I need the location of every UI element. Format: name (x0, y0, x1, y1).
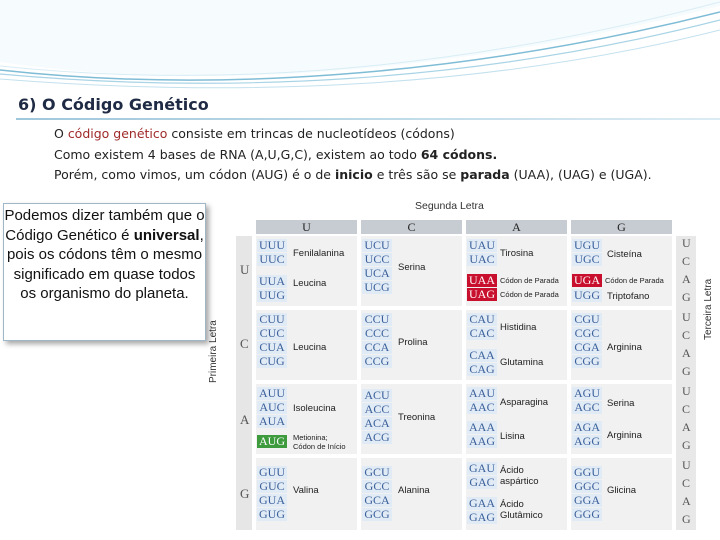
intro-line-2 (54, 147, 497, 162)
codon: UCC (362, 253, 392, 266)
amino-acid-label: Isoleucina (293, 403, 336, 414)
codon: UAC (467, 253, 497, 266)
amino-acid-label: Glutâmico (500, 510, 543, 521)
amino-acid-label: Serina (398, 262, 426, 273)
amino-acid-label: Alanina (398, 485, 430, 496)
start-codon: AUG (259, 434, 285, 448)
stop-codon: UGA (574, 273, 600, 287)
codon: ACA (362, 417, 392, 430)
codon: CUG (257, 355, 287, 368)
codon: AAA (469, 420, 495, 434)
codon: ACU (362, 389, 392, 402)
amino-acid-label: Cisteína (607, 249, 642, 260)
callout-bold: universal (133, 226, 200, 244)
codon: ACG (362, 431, 392, 444)
codon: GAA (469, 496, 495, 510)
col-header: U (256, 220, 357, 234)
third-base: G (682, 364, 691, 378)
third-base: A (682, 420, 691, 434)
codon: CCC (362, 327, 392, 340)
codon: AUA (259, 414, 285, 428)
amino-acid-label: Metionina; (293, 433, 328, 442)
amino-acid-label: Glicina (607, 485, 637, 496)
amino-acid-label: Códon de Início (293, 442, 346, 451)
codon: GGC (572, 480, 602, 493)
codon: GCA (362, 494, 392, 507)
third-base: G (682, 290, 691, 304)
intro-highlight: código genético (67, 126, 168, 141)
codon: CUU (257, 313, 287, 326)
codon: UCA (362, 267, 392, 280)
amino-acid-label: Arginina (607, 430, 642, 441)
codon: CCA (362, 341, 392, 354)
intro-text: e três são se (372, 167, 461, 182)
callout-box (3, 203, 206, 341)
third-base: U (682, 236, 691, 250)
stop-codon: UAG (469, 287, 495, 301)
amino-acid-label: Tirosina (500, 248, 534, 259)
amino-acid-label: Ácido (500, 465, 524, 476)
codon: AGU (574, 386, 600, 400)
codon: CGU (572, 313, 602, 326)
title-divider (16, 118, 720, 120)
third-base: C (682, 254, 691, 268)
row-base: G (240, 486, 250, 501)
intro-text: Como existem 4 bases de RNA (A,U,G,C), existem ao todo (54, 147, 421, 162)
amino-acid-label: Serina (607, 398, 635, 409)
intro-line-1 (54, 126, 455, 141)
intro-text: O (54, 126, 68, 141)
third-letter-label: Terceira Letra (703, 278, 714, 340)
amino-acid-label: Fenilalanina (293, 248, 345, 259)
codon: AAU (469, 386, 495, 400)
amino-acid-label: Triptofano (607, 291, 650, 302)
col-header: G (571, 220, 672, 234)
first-letter-label: Primeira Letra (208, 320, 219, 383)
codon: CAC (467, 327, 497, 340)
codon: GUG (259, 507, 285, 521)
third-base: U (682, 384, 691, 398)
third-base: A (682, 494, 691, 508)
codon: CAU (467, 313, 497, 326)
codon: CGC (572, 327, 602, 340)
amino-acid-label: Leucina (293, 342, 327, 353)
intro-text: consiste em trincas de nucleotídeos (códons) (167, 126, 455, 141)
codon: UCG (362, 281, 392, 294)
amino-acid-label: Códon de Parada (500, 276, 559, 285)
codon: CUC (257, 327, 287, 340)
callout-text: Podemos dizer também que o Código Genético é (4, 207, 205, 244)
amino-acid-label: Prolina (398, 337, 428, 348)
third-base: G (682, 438, 691, 452)
codon: AAC (467, 401, 497, 414)
codon: UUA (259, 274, 285, 288)
codon: AUC (257, 401, 287, 414)
amino-acid-label: Histidina (500, 322, 537, 333)
amino-acid-label: Asparagina (500, 397, 549, 408)
third-base: A (682, 272, 691, 286)
amino-acid-label: Treonina (398, 412, 436, 423)
codon: GUU (259, 465, 285, 479)
codon: AGG (574, 434, 600, 448)
third-base: U (682, 458, 691, 472)
third-base: G (682, 512, 691, 526)
amino-acid-label: aspártico (500, 476, 539, 487)
codon: GUC (257, 480, 287, 493)
row-base: A (240, 412, 250, 427)
stop-codon: UAA (469, 273, 495, 287)
codon: UCU (362, 239, 392, 252)
amino-acid-label: Arginina (607, 342, 642, 353)
codon: GAU (469, 461, 495, 475)
codon: GAC (467, 476, 497, 489)
codon: GCC (362, 480, 392, 493)
amino-acid-label: Valina (293, 485, 319, 496)
codon: UGG (574, 288, 600, 302)
third-base: C (682, 476, 691, 490)
codon: AGA (574, 420, 600, 434)
third-base: C (682, 328, 691, 342)
codon: CUA (257, 341, 287, 354)
intro-text: (UAA), (UAG) e (UGA). (509, 167, 652, 182)
header-wave-decoration (0, 0, 720, 110)
codon: CCU (362, 313, 392, 326)
codon: AAG (469, 434, 495, 448)
codon: GGG (574, 507, 600, 521)
third-base: A (682, 346, 691, 360)
codon: UAU (469, 238, 495, 252)
codon: GUA (259, 493, 285, 507)
col-header: C (361, 220, 462, 234)
codon: UUG (259, 288, 285, 302)
codon: UUC (257, 253, 287, 266)
callout-text: , pois os códons têm o mesmo significado em quase todos os organismo do planeta. (6, 226, 204, 302)
genetic-code-table (208, 198, 720, 533)
intro-bold: parada (460, 167, 510, 182)
amino-acid-label: Glutamina (500, 357, 544, 368)
codon: AUU (259, 386, 285, 400)
codon: UGU (574, 238, 600, 252)
codon: GGU (574, 465, 600, 479)
codon: UGC (572, 253, 602, 266)
amino-acid-label: Ácido (500, 499, 524, 510)
codon: GGA (574, 493, 600, 507)
intro-bold: 64 códons. (420, 147, 498, 162)
codon: GCG (362, 508, 392, 521)
intro-line-3 (54, 167, 652, 182)
third-base: U (682, 310, 691, 324)
amino-acid-label: Códon de Parada (500, 290, 559, 299)
codon: CCG (362, 355, 392, 368)
codon: CAA (467, 349, 497, 362)
codon: GAG (469, 510, 495, 524)
codon: CAG (467, 363, 497, 376)
third-base: C (682, 402, 691, 416)
col-header: A (466, 220, 567, 234)
amino-acid-label: Códon de Parada (605, 276, 664, 285)
amino-acid-label: Leucina (293, 278, 327, 289)
codon: CGA (572, 341, 602, 354)
page-title: 6) O Código Genético (18, 95, 209, 114)
row-base: C (240, 336, 249, 351)
intro-text: Porém, como vimos, um códon (AUG) é o de (54, 167, 335, 182)
second-letter-label: Segunda Letra (415, 200, 484, 212)
codon: ACC (362, 403, 392, 416)
codon: AGC (572, 401, 602, 414)
codon: CGG (572, 355, 602, 368)
amino-acid-label: Lisina (500, 431, 525, 442)
codon: GCU (362, 466, 392, 479)
codon: UUU (259, 238, 285, 252)
intro-bold: inicio (334, 167, 373, 182)
row-base: U (240, 262, 250, 277)
